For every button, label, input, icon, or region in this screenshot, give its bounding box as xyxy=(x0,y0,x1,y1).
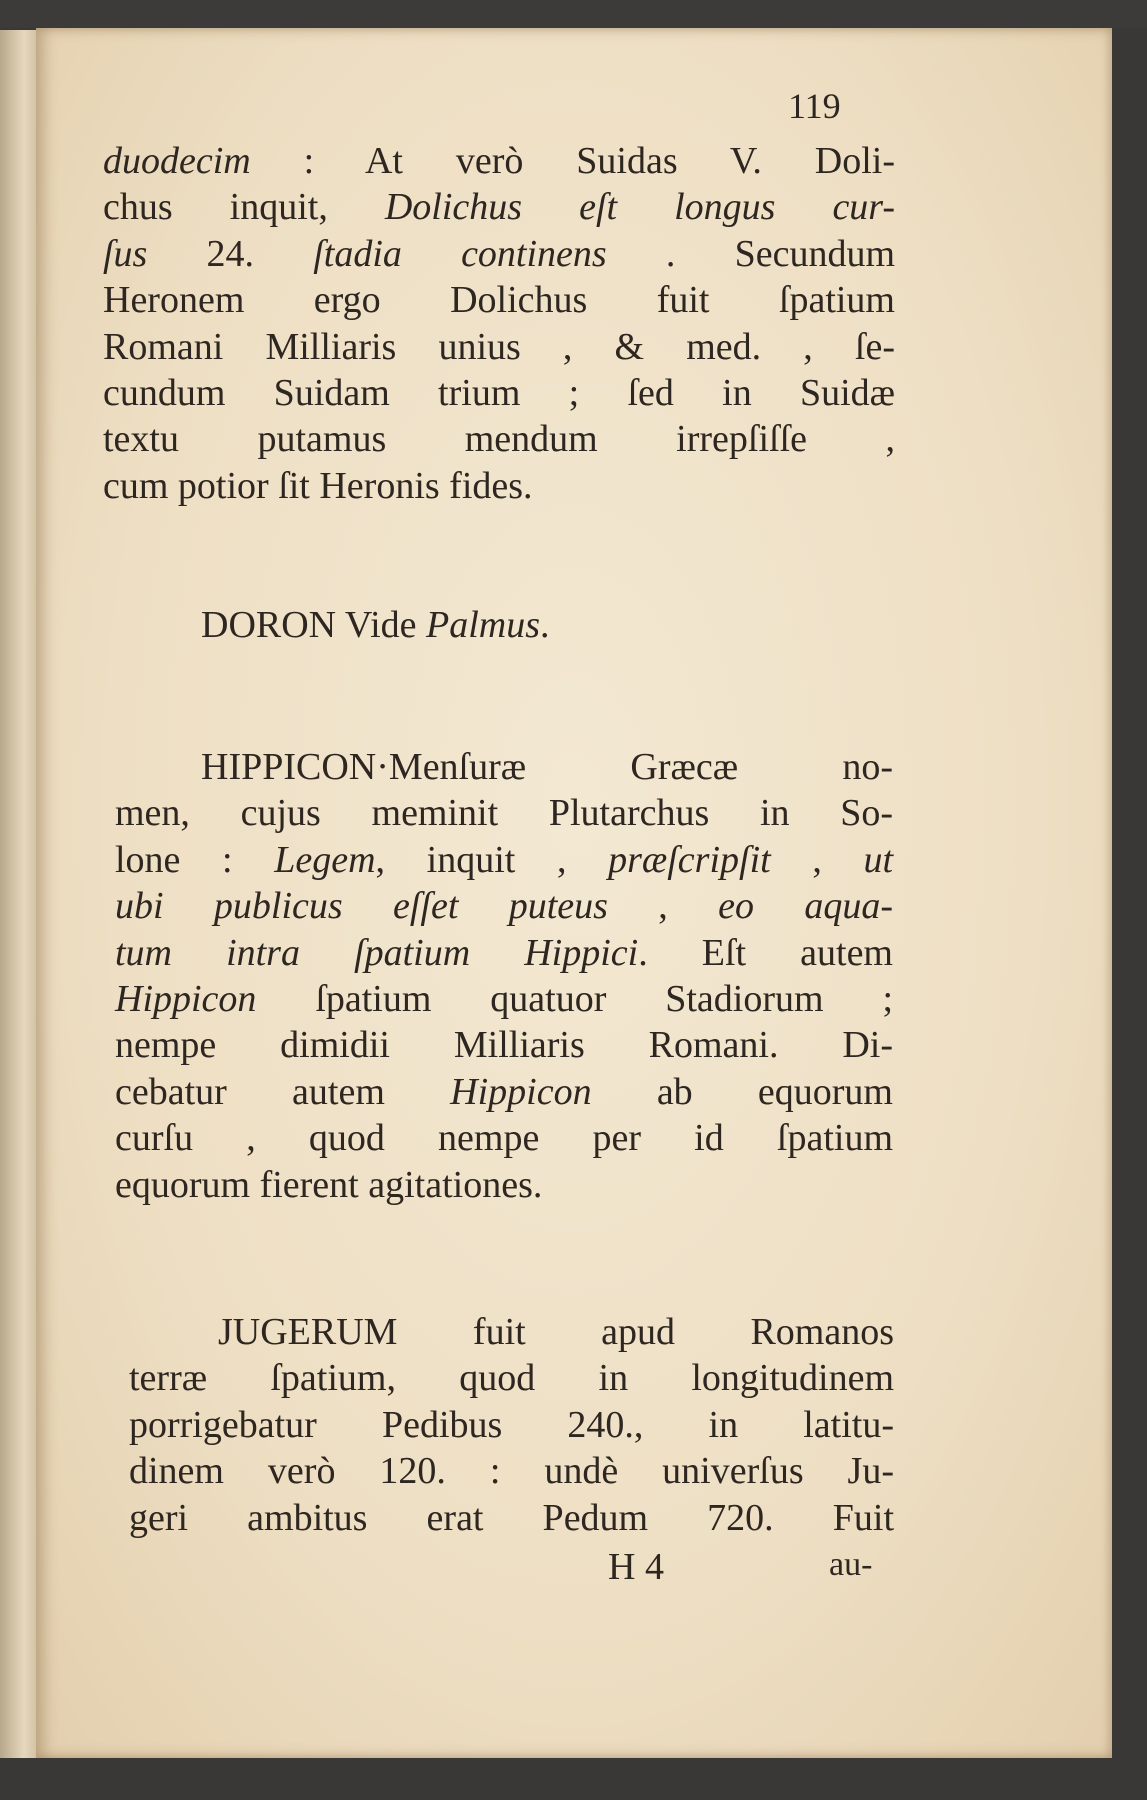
italic-text: eo aqua- xyxy=(718,885,893,928)
roman-text: ſpatium quatuor Stadiorum ; xyxy=(256,978,893,1020)
roman-text: JUGERUM fuit apud Romanos xyxy=(218,1311,894,1353)
text-line xyxy=(103,279,895,322)
text-line xyxy=(103,374,895,412)
roman-text: men, cujus meminit Plutarchus in So- xyxy=(115,792,893,835)
roman-text: textu putamus mendum irrepſiſſe , xyxy=(103,418,895,461)
roman-text: , xyxy=(607,885,719,928)
text-line xyxy=(115,885,893,928)
text-line xyxy=(115,1117,893,1160)
roman-text: dinem verò 120. : undè univerſus Ju- xyxy=(129,1450,894,1493)
roman-text: . xyxy=(540,604,550,646)
page-number: 119 xyxy=(788,86,841,126)
text-line xyxy=(103,325,895,368)
text-line xyxy=(115,1024,893,1067)
roman-text: HIPPICON·Menſuræ Græcæ no- xyxy=(201,746,893,788)
roman-text: , xyxy=(770,838,864,881)
text-line xyxy=(115,931,893,974)
italic-text: Hippicon xyxy=(115,978,257,1020)
text-line xyxy=(115,1070,893,1113)
text-line xyxy=(115,980,893,1018)
text-line xyxy=(115,792,893,835)
roman-text: chus inquit, xyxy=(103,186,385,229)
text-line xyxy=(218,1313,894,1351)
text-line xyxy=(129,1357,894,1400)
italic-text: Hippicon xyxy=(450,1070,592,1113)
italic-text: ut xyxy=(863,838,893,881)
text-line xyxy=(115,838,893,881)
scan-top-border xyxy=(0,0,1147,28)
signature-mark: H 4 xyxy=(608,1546,664,1588)
roman-text: ab equorum xyxy=(591,1070,893,1113)
roman-text: , inquit , xyxy=(375,838,609,881)
roman-text: 24. xyxy=(147,232,314,275)
roman-text: cebatur autem xyxy=(115,1070,451,1113)
text-line xyxy=(129,1496,894,1539)
roman-text: geri ambitus erat Pedum 720. Fuit xyxy=(129,1496,894,1539)
roman-text: lone : xyxy=(115,838,275,881)
roman-text: DORON Vide xyxy=(201,604,427,646)
italic-text: Palmus xyxy=(426,604,541,646)
roman-text: curſu , quod nempe per id ſpatium xyxy=(115,1117,893,1160)
italic-text: ſus xyxy=(103,232,148,275)
text-line xyxy=(103,464,895,507)
roman-text: . Eſt autem xyxy=(638,931,893,974)
roman-text: equorum fierent agitationes. xyxy=(115,1163,543,1206)
text-line xyxy=(103,186,895,229)
roman-text: . Secundum xyxy=(606,232,895,275)
italic-text: ubi publicus eſſet puteus xyxy=(115,885,608,928)
roman-text: Romani Milliaris unius , & med. , ſe- xyxy=(103,325,895,368)
italic-text: Legem xyxy=(274,838,376,881)
italic-text: duodecim xyxy=(103,140,251,182)
text-line xyxy=(201,748,893,786)
text-line xyxy=(129,1403,894,1446)
roman-text: Heronem ergo Dolichus fuit ſpatium xyxy=(103,279,895,322)
text-line xyxy=(103,232,895,275)
text-line xyxy=(201,606,550,644)
italic-text: Dolichus eſt longus cur- xyxy=(384,186,895,229)
scan-bottom-border xyxy=(0,1758,1147,1800)
roman-text: : At verò Suidas V. Doli- xyxy=(250,140,895,182)
italic-text: ſtadia continens xyxy=(313,232,607,275)
text-line xyxy=(129,1450,894,1493)
roman-text: porrigebatur Pedibus 240., in latitu- xyxy=(129,1403,894,1446)
previous-page-edge xyxy=(0,30,40,1770)
italic-text: tum intra ſpatium Hippici xyxy=(115,931,639,974)
catchword: au- xyxy=(829,1546,873,1583)
text-line xyxy=(103,142,895,180)
text-line xyxy=(103,418,895,461)
italic-text: præſcripſit xyxy=(608,838,771,881)
text-line xyxy=(115,1163,893,1206)
roman-text: cundum Suidam trium ; ſed in Suidæ xyxy=(103,372,895,414)
roman-text: terræ ſpatium, quod in longitudinem xyxy=(129,1357,894,1400)
roman-text: cum potior ſit Heronis fides. xyxy=(103,464,533,507)
roman-text: nempe dimidii Milliaris Romani. Di- xyxy=(115,1024,893,1067)
